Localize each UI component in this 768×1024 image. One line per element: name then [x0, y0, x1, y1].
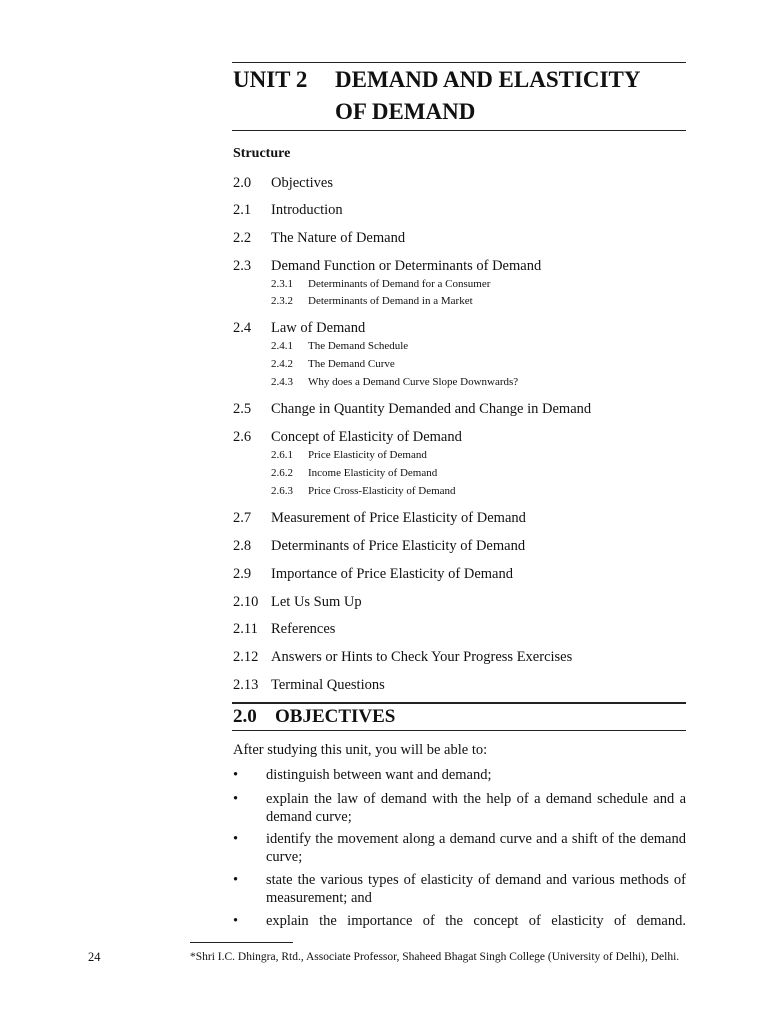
section-top-rule	[232, 702, 686, 704]
objective-text: identify the movement along a demand curve and a shift of the demand curve;	[266, 831, 686, 865]
toc-subitem-title: The Demand Curve	[308, 358, 395, 370]
toc-subitem-title: The Demand Schedule	[308, 340, 409, 352]
objective-bullet	[233, 830, 686, 866]
toc-subitem	[271, 484, 456, 498]
section-heading	[233, 706, 395, 728]
objective-bullet	[233, 871, 686, 907]
toc-subitem	[271, 294, 473, 308]
toc-subitem	[271, 277, 490, 291]
toc-item	[233, 593, 362, 611]
unit-title	[233, 64, 693, 128]
toc-item-title: Terminal Questions	[271, 677, 385, 693]
toc-item	[233, 400, 591, 418]
toc-item-title: Introduction	[271, 202, 343, 218]
unit-title-line1: DEMAND AND ELASTICITY	[335, 67, 641, 92]
toc-item	[233, 676, 385, 694]
toc-item-number: 2.10	[233, 594, 259, 610]
toc-subitem	[271, 375, 518, 389]
toc-item	[233, 537, 525, 555]
toc-item-title: Change in Quantity Demanded and Change in Demand	[271, 401, 592, 417]
header-bottom-rule	[232, 130, 686, 131]
toc-item-title: Determinants of Price Elasticity of Demand	[271, 538, 526, 554]
toc-item	[233, 201, 343, 219]
objective-text: explain the importance of the concept of elasticity of demand.	[266, 913, 686, 929]
toc-item	[233, 174, 333, 192]
toc-item-title: Law of Demand	[271, 320, 366, 336]
toc-item-title: Measurement of Price Elasticity of Demand	[271, 510, 526, 526]
section-title: OBJECTIVES	[275, 706, 396, 727]
toc-item-number: 2.4	[233, 320, 252, 336]
toc-subitem	[271, 448, 427, 462]
objective-bullet	[233, 912, 686, 930]
toc-subitem-number: 2.3.1	[271, 278, 293, 290]
toc-subitem	[271, 466, 437, 480]
toc-item-number: 2.2	[233, 230, 252, 246]
footnote-rule	[190, 942, 293, 943]
toc-subitem-title: Price Elasticity of Demand	[308, 449, 427, 461]
toc-subitem	[271, 339, 408, 353]
bullet-icon: •	[233, 872, 239, 888]
toc-item-number: 2.1	[233, 202, 252, 218]
toc-subitem-title: Determinants of Demand for a Consumer	[308, 278, 491, 290]
page-number: 24	[88, 950, 101, 964]
toc-item-number: 2.3	[233, 258, 252, 274]
unit-number: UNIT 2	[233, 67, 308, 92]
toc-item	[233, 565, 513, 583]
toc-item	[233, 509, 526, 527]
objective-text: distinguish between want and demand;	[266, 767, 492, 783]
header-top-rule	[232, 62, 686, 63]
toc-item	[233, 229, 405, 247]
toc-item	[233, 257, 541, 275]
toc-item-title: Objectives	[271, 175, 334, 191]
toc-item-title: Importance of Price Elasticity of Demand	[271, 566, 513, 582]
toc-item-title: Demand Function or Determinants of Demand	[271, 258, 542, 274]
bullet-icon: •	[233, 913, 239, 929]
objectives-intro: After studying this unit, you will be able to:	[233, 742, 488, 758]
toc-item	[233, 648, 572, 666]
toc-item	[233, 620, 335, 638]
toc-item	[233, 428, 462, 446]
toc-item-number: 2.7	[233, 510, 252, 526]
toc-item	[233, 319, 365, 337]
toc-subitem-number: 2.4.2	[271, 358, 293, 370]
toc-item-title: References	[271, 621, 336, 637]
toc-subitem-number: 2.6.3	[271, 485, 293, 497]
structure-label: Structure	[233, 146, 291, 161]
toc-subitem-number: 2.6.1	[271, 449, 293, 461]
toc-item-number: 2.6	[233, 429, 252, 445]
toc-item-number: 2.9	[233, 566, 252, 582]
toc-item-number: 2.8	[233, 538, 252, 554]
toc-item-title: The Nature of Demand	[271, 230, 406, 246]
bullet-icon: •	[233, 767, 239, 783]
toc-item-number: 2.11	[233, 621, 258, 637]
section-bottom-rule	[232, 730, 686, 731]
toc-item-title: Answers or Hints to Check Your Progress Exercises	[271, 649, 573, 665]
toc-item-number: 2.13	[233, 677, 259, 693]
toc-item-title: Let Us Sum Up	[271, 594, 362, 610]
toc-subitem-title: Determinants of Demand in a Market	[308, 295, 473, 307]
toc-subitem-number: 2.3.2	[271, 295, 293, 307]
objective-text: explain the law of demand with the help of a demand schedule and a demand curve;	[266, 791, 686, 825]
author-footnote: *Shri I.C. Dhingra, Rtd., Associate Professor, Shaheed Bhagat Singh College (University of Delhi), Delhi.	[190, 951, 680, 963]
section-number: 2.0	[233, 706, 257, 727]
toc-subitem-number: 2.4.3	[271, 376, 293, 388]
bullet-icon: •	[233, 791, 239, 807]
toc-item-title: Concept of Elasticity of Demand	[271, 429, 462, 445]
toc-item-number: 2.12	[233, 649, 259, 665]
objective-bullet	[233, 766, 686, 784]
toc-subitem-title: Price Cross-Elasticity of Demand	[308, 485, 456, 497]
toc-subitem-title: Income Elasticity of Demand	[308, 467, 438, 479]
toc-subitem-number: 2.6.2	[271, 467, 293, 479]
toc-item-number: 2.5	[233, 401, 252, 417]
toc-subitem-title: Why does a Demand Curve Slope Downwards?	[308, 376, 519, 388]
unit-title-line2: OF DEMAND	[335, 99, 476, 124]
toc-subitem-number: 2.4.1	[271, 340, 293, 352]
objective-text: state the various types of elasticity of demand and various methods of measurement; and	[266, 872, 686, 906]
toc-item-number: 2.0	[233, 175, 252, 191]
toc-subitem	[271, 357, 395, 371]
bullet-icon: •	[233, 831, 239, 847]
objective-bullet	[233, 790, 686, 826]
